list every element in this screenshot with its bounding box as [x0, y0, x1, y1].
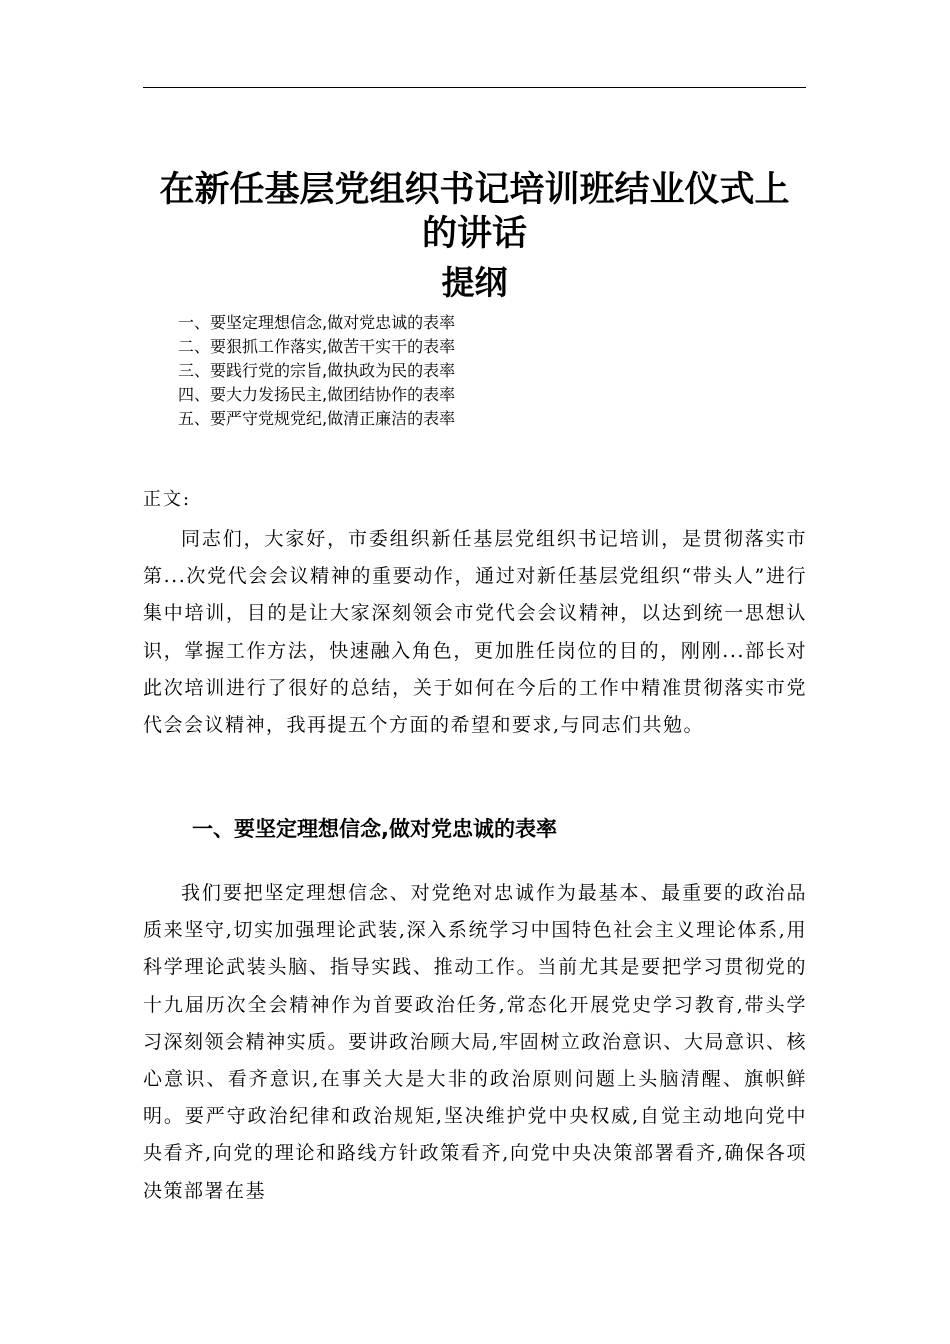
outline-list [178, 311, 455, 431]
outline-item: 四、要大力发扬民主,做团结协作的表率 [178, 385, 456, 404]
body-label: 正文: [143, 489, 192, 510]
outline-item: 一、要坚定理想信念,做对党忠诚的表率 [178, 313, 456, 332]
document-title: 在新任基层党组织书记培训班结业仪式上的讲话 [159, 170, 790, 254]
header-rule [143, 87, 806, 88]
outline-item: 二、要狠抓工作落实,做苦干实干的表率 [178, 337, 456, 356]
intro-paragraph: 同志们，大家好，市委组织新任基层党组织书记培训，是贯彻落实市第...次党代会会议精神的重要动作，通过对新任基层党组织“带头人”进行集中培训，目的是让大家深刻领会市党代会会议精神，以达到统一思想认识，掌握工作方法，快速融入角色，更加胜任岗位的目的，刚刚...部长对此次培训进行了很好的总结，关于如何在今后的工作中精准贯彻落实市党代会会议精神，我再提五个方面的希望和要求,与同志们共勉。 [143, 528, 807, 737]
outline-heading: 提纲 [441, 263, 508, 302]
section-paragraph: 我们要把坚定理想信念、对党绝对忠诚作为最基本、最重要的政治品质来坚守,切实加强理论武装,深入系统学习中国特色社会主义理论体系,用科学理论武装头脑、指导实践、推动工作。当前尤其是要把学习贯彻党的十九届历次全会精神作为首要政治任务,常态化开展党史学习教育,带头学习深刻领会精神实质。要讲政治顾大局,牢固树立政治意识、大局意识、核心意识、看齐意识,在事关大是大非的政治原则问题上头脑清醒、旗帜鲜明。要严守政治纪律和政治规矩,坚决维护党中央权威,自觉主动地向党中央看齐,向党的理论和路线方针政策看齐,向党中央决策部署看齐,确保各项决策部署在基 [143, 882, 807, 1202]
section-heading: 一、要坚定理想信念,做对党忠诚的表率 [192, 817, 557, 841]
outline-item: 五、要严守党规党纪,做清正廉洁的表率 [178, 409, 456, 428]
outline-item: 三、要践行党的宗旨,做执政为民的表率 [178, 361, 456, 380]
